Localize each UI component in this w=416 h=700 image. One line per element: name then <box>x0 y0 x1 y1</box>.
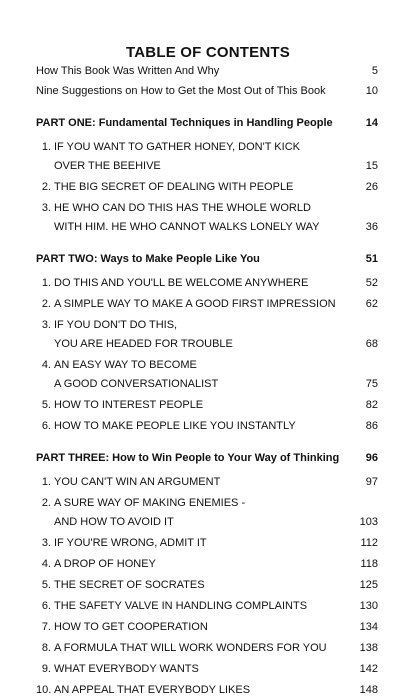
chapter-entry <box>36 199 378 237</box>
part-title: PART TWO: Ways to Make People Like You <box>36 253 260 265</box>
chapter-number: 2. <box>41 298 51 310</box>
chapter-line: IF YOU DON'T DO THIS, <box>54 319 178 331</box>
part-page: 96 <box>365 452 378 464</box>
chapter-title <box>36 534 378 553</box>
chapter-line: HOW TO MAKE PEOPLE LIKE YOU INSTANTLY <box>54 420 296 432</box>
chapter-entry <box>36 494 378 532</box>
chapter-line: THE BIG SECRET OF DEALING WITH PEOPLE <box>54 181 294 193</box>
chapter-line-2: AND HOW TO AVOID IT <box>54 516 174 528</box>
chapter-page: 142 <box>359 663 378 675</box>
chapter-number: 2. <box>41 181 51 193</box>
chapter-number: 3. <box>41 319 51 331</box>
chapter-entry <box>36 295 378 314</box>
chapter-line: HE WHO CAN DO THIS HAS THE WHOLE WORLD <box>54 202 311 214</box>
chapter-line: A SIMPLE WAY TO MAKE A GOOD FIRST IMPRESSION <box>54 298 336 310</box>
chapter-line-2: YOU ARE HEADED FOR TROUBLE <box>54 338 233 350</box>
chapter-entry <box>36 597 378 616</box>
chapter-title <box>36 316 378 354</box>
chapter-entry <box>36 138 378 176</box>
chapter-line: THE SAFETY VALVE IN HANDLING COMPLAINTS <box>54 600 308 612</box>
chapter-entry <box>36 178 378 197</box>
chapter-line: THE SECRET OF SOCRATES <box>54 579 205 591</box>
chapter-title <box>36 138 378 176</box>
chapter-number: 2. <box>41 497 51 509</box>
chapter-page: 26 <box>365 181 378 193</box>
chapter-line-2: OVER THE BEEHIVE <box>54 160 161 172</box>
chapter-line: A FORMULA THAT WILL WORK WONDERS FOR YOU <box>54 642 327 654</box>
chapter-line: AN APPEAL THAT EVERYBODY LIKES <box>54 684 251 696</box>
chapter-number: 8. <box>41 642 51 654</box>
chapter-page: 125 <box>359 579 378 591</box>
part-page: 51 <box>365 253 378 265</box>
chapter-entry <box>36 473 378 492</box>
chapter-line: AN EASY WAY TO BECOME <box>54 359 197 371</box>
part-heading <box>36 250 378 269</box>
part-title: PART THREE: How to Win People to Your Way of Thinking <box>36 452 340 464</box>
toc-entry <box>36 62 378 81</box>
chapter-number: 3. <box>41 202 51 214</box>
chapter-entry <box>36 316 378 354</box>
chapter-entry <box>36 274 378 293</box>
chapter-page: 130 <box>359 600 378 612</box>
chapter-number: 9. <box>41 663 51 675</box>
chapter-line: A SURE WAY OF MAKING ENEMIES - <box>54 497 246 509</box>
toc-entry <box>36 82 378 101</box>
chapter-title <box>36 494 378 532</box>
chapter-title <box>36 639 378 658</box>
chapter-title <box>36 356 378 394</box>
chapter-line: YOU CAN'T WIN AN ARGUMENT <box>54 476 221 488</box>
chapter-line: IF YOU WANT TO GATHER HONEY, DON'T KICK <box>54 141 300 153</box>
chapter-page: 62 <box>365 298 378 310</box>
entry-page: 10 <box>365 85 378 97</box>
chapter-number: 4. <box>41 558 51 570</box>
chapter-title <box>36 660 378 679</box>
chapter-title <box>36 681 378 700</box>
chapter-page: 138 <box>359 642 378 654</box>
chapter-entry <box>36 681 378 700</box>
chapter-title <box>36 396 378 415</box>
chapter-entry <box>36 618 378 637</box>
entry-title: How This Book Was Written And Why <box>36 65 220 77</box>
chapter-page: 97 <box>365 476 378 488</box>
chapter-number: 4. <box>41 359 51 371</box>
chapter-title <box>36 597 378 616</box>
chapter-number: 1. <box>41 476 51 488</box>
chapter-page: 82 <box>365 399 378 411</box>
chapter-number: 5. <box>41 399 51 411</box>
chapter-number: 6. <box>41 600 51 612</box>
chapter-title <box>36 576 378 595</box>
chapter-page: 112 <box>360 537 378 549</box>
chapter-title <box>36 555 378 574</box>
chapter-page: 68 <box>365 338 378 350</box>
chapter-line: HOW TO INTEREST PEOPLE <box>54 399 204 411</box>
chapter-entry <box>36 639 378 658</box>
chapter-entry <box>36 396 378 415</box>
chapter-page: 148 <box>359 684 378 696</box>
chapter-entry <box>36 356 378 394</box>
chapter-page: 75 <box>365 378 378 390</box>
chapter-page: 134 <box>359 621 378 633</box>
chapter-line-2: WITH HIM. HE WHO CANNOT WALKS LONELY WAY <box>54 221 320 233</box>
chapter-entry <box>36 534 378 553</box>
chapter-number: 3. <box>41 537 51 549</box>
chapter-title <box>36 274 378 293</box>
chapter-line: HOW TO GET COOPERATION <box>54 621 208 633</box>
chapter-page: 103 <box>359 516 378 528</box>
chapter-title <box>36 618 378 637</box>
chapter-number: 1. <box>41 277 51 289</box>
part-title: PART ONE: Fundamental Techniques in Handling People <box>36 117 333 129</box>
chapter-number: 6. <box>41 420 51 432</box>
chapter-line-2: A GOOD CONVERSATIONALIST <box>54 378 219 390</box>
chapter-title <box>36 417 378 436</box>
chapter-entry <box>36 576 378 595</box>
page-title: TABLE OF CONTENTS <box>126 44 290 61</box>
entry-title: Nine Suggestions on How to Get the Most Out of This Book <box>36 85 326 97</box>
chapter-line: WHAT EVERYBODY WANTS <box>54 663 199 675</box>
chapter-page: 36 <box>365 221 378 233</box>
entry-page: 5 <box>371 65 378 77</box>
chapter-title <box>36 178 378 197</box>
chapter-title <box>36 199 378 237</box>
chapter-page: 15 <box>365 160 378 172</box>
chapter-entry <box>36 555 378 574</box>
part-page: 14 <box>365 117 378 129</box>
chapter-number: 7. <box>41 621 51 633</box>
chapter-entry <box>36 417 378 436</box>
chapter-number: 1. <box>41 141 51 153</box>
chapter-number: 10. <box>36 684 52 696</box>
part-heading <box>36 449 378 468</box>
chapter-entry <box>36 660 378 679</box>
chapter-line: IF YOU'RE WRONG, ADMIT IT <box>54 537 207 549</box>
chapter-page: 52 <box>365 277 378 289</box>
part-heading <box>36 114 378 133</box>
chapter-page: 86 <box>365 420 378 432</box>
chapter-line: A DROP OF HONEY <box>54 558 156 570</box>
chapter-page: 118 <box>360 558 378 570</box>
chapter-title <box>36 473 378 492</box>
chapter-title <box>36 295 378 314</box>
chapter-line: DO THIS AND YOU'LL BE WELCOME ANYWHERE <box>54 277 309 289</box>
chapter-number: 5. <box>41 579 51 591</box>
